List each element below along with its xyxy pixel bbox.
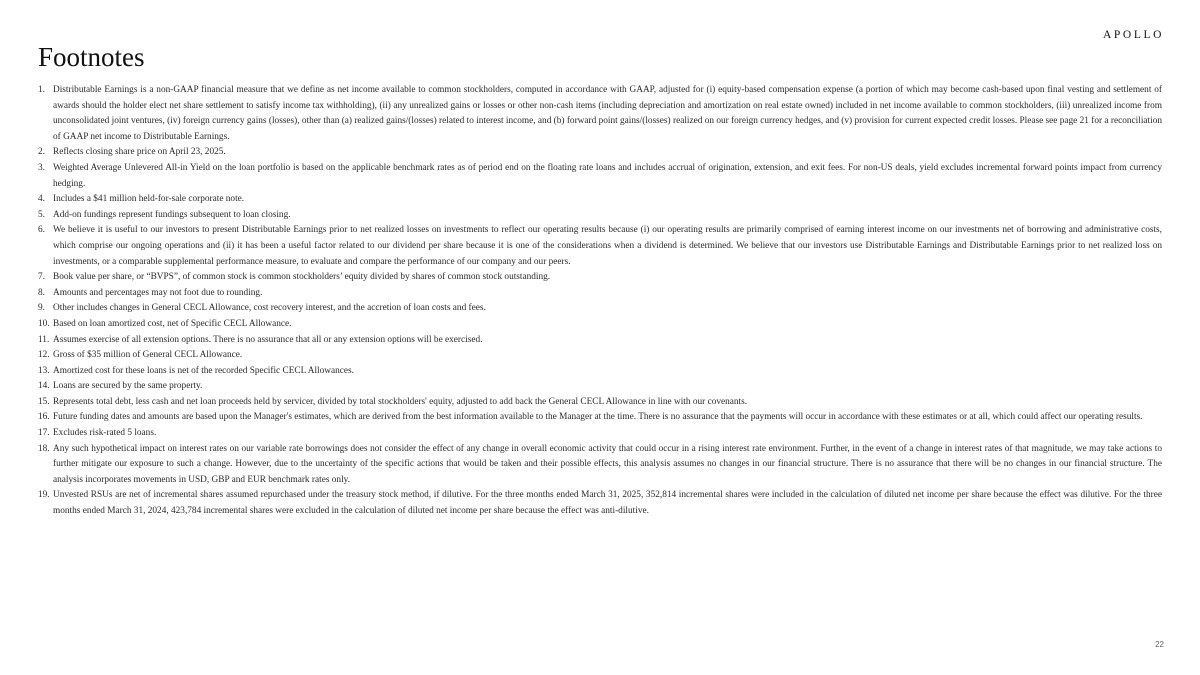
footnote-text: Other includes changes in General CECL Allowance, cost recovery interest, and the accretion of loan costs and fees.	[53, 303, 486, 314]
footnote-item	[38, 379, 1162, 395]
footnote-number: 7.	[38, 272, 45, 283]
footnote-text: Loans are secured by the same property.	[53, 381, 203, 392]
footnote-text: Any such hypothetical impact on interest rates on our variable rate borrowings does not consider the effect of any change in overall economic activity that could occur in a rising interest rate environment. Further, in the event of a change in interest rates of that magnitude, we may take actions to further mitigate our exposure to such a change. However, due to the uncertainty of the specific actions that would be taken and their possible effects, this analysis assumes no changes in our financial structure. There is no assurance that there will be no changes in our financial structure. The analysis incorporates movements in USD, GBP and EUR benchmark rates only.	[53, 443, 1162, 485]
footnote-text: Book value per share, or “BVPS”, of common stock is common stockholders’ equity divided by shares of common stock outstanding.	[53, 272, 551, 283]
footnote-number: 18.	[38, 443, 50, 454]
footnote-number: 15.	[38, 396, 50, 407]
footnote-number: 12.	[38, 350, 50, 361]
footnote-text: Unvested RSUs are net of incremental shares assumed repurchased under the treasury stock method, if dilutive. For the three months ended March 31, 2025, 352,814 incremental shares were included in the calculation of diluted net income per share because the effect was dilutive. For the three months ended March 31, 2024, 423,784 incremental shares were excluded in the calculation of diluted net income per share because the effect was anti-dilutive.	[53, 490, 1162, 517]
footnote-number: 10.	[38, 318, 50, 329]
footnote-number: 9.	[38, 303, 45, 314]
footnote-item	[38, 301, 1162, 317]
footnote-number: 8.	[38, 287, 45, 298]
footnote-number: 14.	[38, 381, 50, 392]
footnote-item	[38, 410, 1162, 426]
footnote-number: 6.	[38, 225, 45, 236]
page-number: 22	[1155, 640, 1164, 649]
footnote-item	[38, 488, 1162, 519]
footnote-text: Future funding dates and amounts are based upon the Manager's estimates, which are derived from the best information available to the Manager at the time. There is no assurance that the payments will occur in accordance with these estimates or at all, which could affect our operating results.	[53, 412, 1143, 423]
footnote-text: Weighted Average Unlevered All-in Yield on the loan portfolio is based on the applicable benchmark rates as of period end on the floating rate loans and includes accrual of origination, extension, and exit fees. For non-US deals, yield excludes incremental forward points impact from currency hedging.	[53, 162, 1162, 189]
footnote-number: 19.	[38, 490, 50, 501]
footnote-text: Gross of $35 million of General CECL Allowance.	[53, 350, 243, 361]
footnote-item	[38, 192, 1162, 208]
footnote-item	[38, 161, 1162, 192]
footnote-item	[38, 333, 1162, 349]
footnote-text: Represents total debt, less cash and net loan proceeds held by servicer, divided by total stockholders' equity, adjusted to add back the General CECL Allowance in line with our covenants.	[53, 396, 748, 407]
footnote-item	[38, 348, 1162, 364]
footnote-number: 17.	[38, 428, 50, 439]
footnote-item	[38, 145, 1162, 161]
footnotes-list	[38, 83, 1162, 520]
footnote-text: Includes a $41 million held-for-sale corporate note.	[53, 194, 245, 205]
footnote-number: 5.	[38, 209, 45, 220]
footnote-number: 2.	[38, 147, 45, 158]
footnote-item	[38, 208, 1162, 224]
footnote-item	[38, 83, 1162, 145]
footnote-text: Add-on fundings represent fundings subsequent to loan closing.	[53, 209, 291, 220]
footnote-text: Based on loan amortized cost, net of Specific CECL Allowance.	[53, 318, 292, 329]
footnote-item	[38, 286, 1162, 302]
footnote-text: Reflects closing share price on April 23, 2025.	[53, 147, 226, 158]
footnote-item	[38, 426, 1162, 442]
footnote-text: Excludes risk-rated 5 loans.	[53, 428, 157, 439]
footnote-text: We believe it is useful to our investors to present Distributable Earnings prior to net realized losses on investments to reflect our operating results because (i) our operating results are primarily comprised of earning interest income on our investments net of borrowing and administrative costs, which comprise our ongoing operations and (ii) it has been a useful factor related to our dividend per share because it is one of the considerations when a dividend is determined. We believe that our investors use Distributable Earnings and Distributable Earnings prior to net realized loss on investments, or a comparable supplemental performance measure, to evaluate and compare the performance of our company and our peers.	[53, 225, 1162, 267]
footnote-number: 4.	[38, 194, 45, 205]
footnote-item	[38, 317, 1162, 333]
footnote-text: Distributable Earnings is a non-GAAP financial measure that we define as net income available to common stockholders, computed in accordance with GAAP, adjusted for (i) equity-based compensation expense (a portion of which may become cash-based upon final vesting and settlement of awards should the holder elect net share settlement to satisfy income tax withholding), (ii) any unrealized gains or losses or other non-cash items (including depreciation and amortization on real estate owned) included in net income available to common stockholders, (iii) unrealized income from unconsolidated joint ventures, (iv) foreign currency gains (losses), other than (a) realized gains/(losses) related to interest income, and (b) forward point gains/(losses) realized on our foreign currency hedges, and (v) provision for current expected credit losses. Please see page 21 for a reconciliation of GAAP net income to Distributable Earnings.	[53, 85, 1162, 142]
footnote-number: 1.	[38, 85, 45, 95]
footnote-item	[38, 395, 1162, 411]
footnote-number: 13.	[38, 365, 50, 376]
footnote-text: Amortized cost for these loans is net of the recorded Specific CECL Allowances.	[53, 365, 354, 376]
footnote-text: Assumes exercise of all extension options. There is no assurance that all or any extension options will be exercised.	[53, 334, 483, 345]
company-logo: APOLLO	[1103, 29, 1164, 41]
footnote-item	[38, 223, 1162, 270]
footnote-item	[38, 364, 1162, 380]
footnote-item	[38, 270, 1162, 286]
footnote-number: 3.	[38, 162, 45, 173]
footnote-item	[38, 442, 1162, 489]
footnote-text: Amounts and percentages may not foot due to rounding.	[53, 287, 263, 298]
footnote-number: 11.	[38, 334, 50, 345]
page-title: Footnotes	[38, 42, 145, 72]
footnote-number: 16.	[38, 412, 50, 423]
